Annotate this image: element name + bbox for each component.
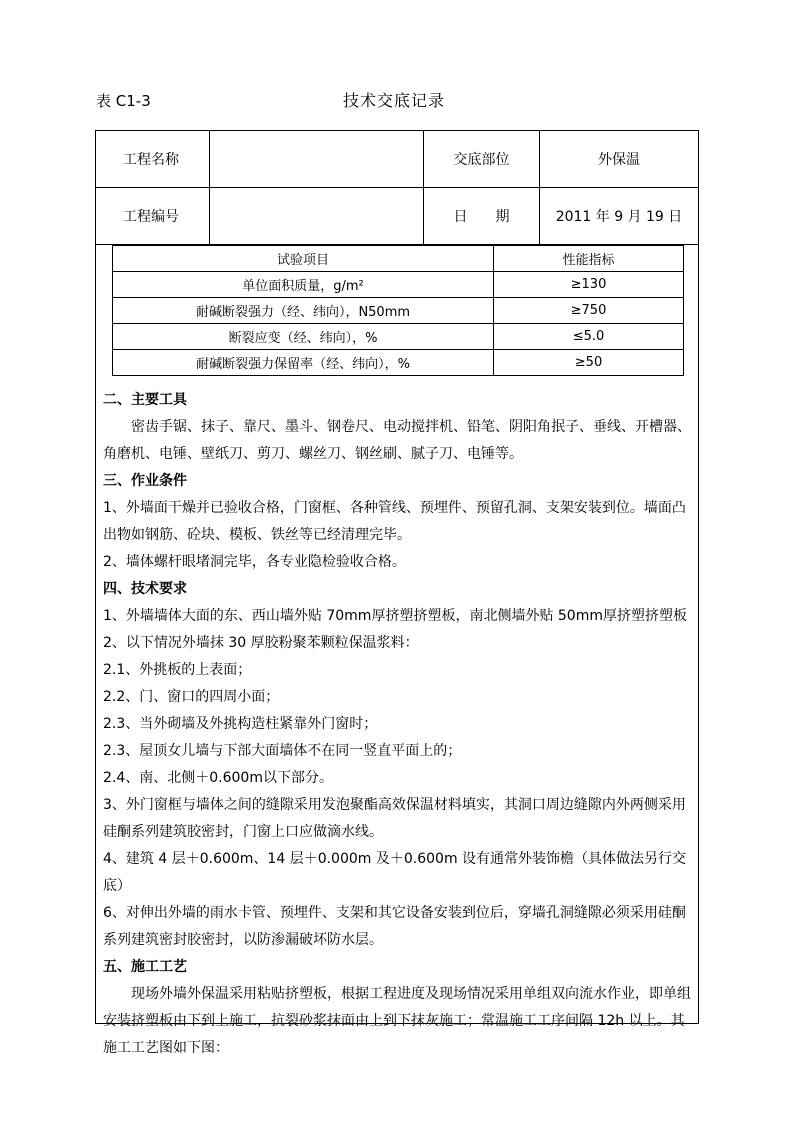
- requirement-item: 6、对伸出外墙的雨水卡管、预埋件、支架和其它设备安装到位后，穿墙孔洞缝隙必须采用硅酮系列建筑密封胶密封，以防渗漏破坏防水层。: [103, 905, 686, 948]
- spec-col-value: 性能指标: [494, 246, 684, 272]
- header-row-project-name: [96, 131, 699, 188]
- project-no-label: 工程编号: [96, 188, 210, 245]
- spec-value: ≥130: [494, 272, 684, 298]
- spec-item: 单位面积质量，g/m²: [113, 272, 494, 298]
- requirement-item: 1、外墙墙体大面的东、西山墙外贴 70mm厚挤塑挤塑板，南北侧墙外贴 50mm厚挤塑挤塑板: [103, 608, 687, 624]
- requirement-item: 2.4、南、北侧＋0.600m以下部分。: [103, 770, 333, 786]
- process-heading: 五、施工工艺: [103, 959, 187, 975]
- date-label: 日 期: [424, 188, 540, 245]
- requirements-heading: 四、技术要求: [103, 581, 187, 597]
- form-number: 表 C1-3: [96, 92, 151, 110]
- spec-item: 耐碱断裂强力保留率（经、纬向），%: [113, 350, 494, 376]
- header-table: [95, 130, 699, 245]
- requirement-item: 2.3、屋顶女儿墙与下部大面墙体不在同一竖直平面上的；: [103, 743, 462, 759]
- requirement-item: 2、以下情况外墙抹 30 厚胶粉聚苯颗粒保温浆料：: [103, 635, 419, 651]
- record-body: [103, 387, 693, 1062]
- spec-item: 耐碱断裂强力（经、纬向），N50mm: [113, 298, 494, 324]
- spec-row: [113, 272, 684, 298]
- spec-value: ≤5.0: [494, 324, 684, 350]
- requirement-item: 2.3、当外砌墙及外挑构造柱紧靠外门窗时；: [103, 716, 378, 732]
- location-value: 外保温: [540, 131, 699, 188]
- spec-row: [113, 350, 684, 376]
- tools-heading: 二、主要工具: [103, 392, 187, 408]
- spec-value: ≥50: [494, 350, 684, 376]
- spec-item: 断裂应变（经、纬向），%: [113, 324, 494, 350]
- project-name-value: [210, 131, 424, 188]
- spec-header-row: [113, 246, 684, 272]
- spec-row: [113, 324, 684, 350]
- location-label: 交底部位: [424, 131, 540, 188]
- tools-text: 密齿手锯、抹子、靠尺、墨斗、钢卷尺、电动搅拌机、铅笔、阴阳角抿子、垂线、开槽器、角磨机、电锤、壁纸刀、剪刀、螺丝刀、钢丝刷、腻子刀、电锤等。: [103, 419, 691, 462]
- spec-col-item: 试验项目: [113, 246, 494, 272]
- requirement-item: 2.2、门、窗口的四周小面；: [103, 689, 280, 705]
- project-name-label: 工程名称: [96, 131, 210, 188]
- page-title: 技术交底记录: [343, 91, 446, 110]
- spec-table: [112, 245, 684, 376]
- condition-item: 2、墙体螺杆眼堵洞完毕，各专业隐检验收合格。: [103, 554, 406, 570]
- requirement-item: 4、建筑 4 层＋0.600m、14 层＋0.000m 及＋0.600m 设有通常外装饰檐（具体做法另行交底）: [103, 851, 687, 894]
- condition-item: 1、外墙面干燥并已验收合格，门窗框、各种管线、预埋件、预留孔洞、支架安装到位。墙面凸出物如钢筋、砼块、模板、铁丝等已经清理完毕。: [103, 500, 686, 543]
- process-text: 现场外墙外保温采用粘贴挤塑板，根据工程进度及现场情况采用单组双向流水作业，即单组安装挤塑板由下到上施工，抗裂砂浆抹面由上到下抹灰施工；常温施工工序间隔 12h 以上。其施工工艺图如下图：: [103, 986, 691, 1056]
- spec-row: [113, 298, 684, 324]
- spec-value: ≥750: [494, 298, 684, 324]
- header-row-project-no: [96, 188, 699, 245]
- requirement-item: 3、外门窗框与墙体之间的缝隙采用发泡聚酯高效保温材料填实，其洞口周边缝隙内外两侧采用硅酮系列建筑胶密封，门窗上口应做滴水线。: [103, 797, 686, 840]
- conditions-heading: 三、作业条件: [103, 473, 187, 489]
- date-value: 2011 年 9 月 19 日: [540, 188, 699, 245]
- requirement-item: 2.1、外挑板的上表面；: [103, 662, 252, 678]
- project-no-value: [210, 188, 424, 245]
